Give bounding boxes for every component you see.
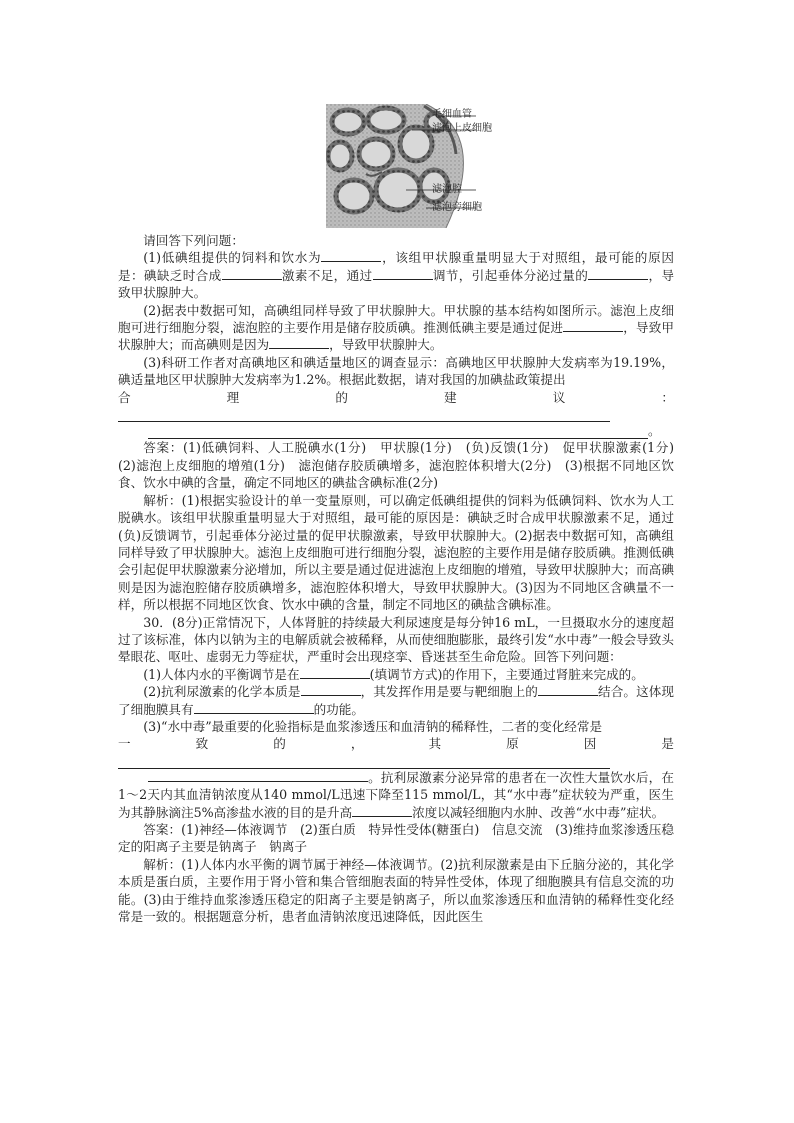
text-segment: 调节，引起垂体分泌过量的 [432, 267, 589, 283]
answer-blank [373, 267, 433, 280]
answer-blank [148, 769, 368, 782]
answer-line [118, 406, 610, 422]
text-segment: 浓度以减轻细胞内水肿、改善“水中毒”症状。 [412, 804, 665, 820]
answer-line [148, 423, 648, 439]
label-parafollicular-cell: 滤泡旁细胞 [432, 202, 482, 213]
spread-char: 因 [583, 736, 597, 752]
q29-part1 [118, 249, 674, 301]
answer-blank [321, 249, 381, 262]
answer-blank [538, 683, 598, 696]
label-capillary: 毛细血管 [432, 109, 472, 120]
text-segment: 激素不足，通过 [281, 267, 373, 283]
q29-intro: 请回答下列问题： [143, 233, 244, 248]
text-segment: ，导致甲状腺肿大。 [118, 267, 675, 301]
text-segment: ，该组甲状腺重量明显大于对照组，最可能的原因是：碘缺乏时合成 [118, 250, 674, 283]
answer-line-row [118, 422, 674, 439]
spread-char: 建 [444, 389, 457, 405]
answer-blank [301, 683, 361, 696]
q30-part3-cont [118, 769, 674, 821]
text-segment: (1)低碘组提供的饲料和饮水为 [143, 250, 322, 266]
q30-part3-spread-line [118, 735, 674, 752]
q30-answer: 答案：(1)神经—体液调节 (2)蛋白质 特异性受体(糖蛋白) 信息交流 (3)维持血浆渗透压稳定的阳离子主要是钠离子 钠离子 [118, 822, 674, 855]
spread-char: 合 [118, 389, 131, 405]
answer-blank [352, 804, 412, 817]
q30-part1 [118, 666, 674, 683]
q29-answer: 答案：(1)低碘饲料、人工脱碘水(1分) 甲状腺(1分) (负)反馈(1分) 促甲状腺激素(1分) (2)滤泡上皮细胞的增殖(1分) 滤泡储存胶质碘增多，滤泡腔体积增大(2分) (3)根据不同地区饮食、饮水中碘的含量，确定不同地区的碘盐含碘标准(2分) [118, 440, 687, 491]
spread-char: 议 [552, 389, 566, 405]
text-segment: 的功能。 [313, 701, 364, 717]
q30-stem: 30．(8分)正常情况下，人体肾脏的持续最大利尿速度是每分钟16 mL，一旦摄取水分的速度超过了该标准，体内以钠为主的电解质就会被稀释，从而使细胞膨胀，最终引发“水中毒”一般会导致头晕眼花、呕吐、虚弱无力等症状，严重时会出现痉挛、昏迷甚至生命危险。回答下列问题： [118, 614, 674, 665]
spread-char: 的 [335, 389, 348, 405]
spread-char: 是 [661, 736, 674, 752]
text-segment: ，其发挥作用是要与靶细胞上的 [360, 684, 538, 700]
answer-blank [222, 267, 282, 280]
answer-blank [269, 336, 329, 349]
document-text [118, 232, 687, 925]
q30-part2 [118, 683, 674, 718]
thyroid-structure-figure [326, 104, 506, 228]
text-segment: (2)据表中数据可知，高碘组同样导致了甲状腺肿大。甲状腺的基本结构如图所示。滤泡上皮细胞可进行细胞分裂，滤泡腔的主要作用是储存胶质碘。推测低碘主要是通过促进 [118, 302, 674, 336]
answer-line [118, 753, 610, 769]
spread-char: 其 [428, 736, 442, 752]
text-segment: (2)抗利尿激素的化学本质是 [143, 684, 301, 700]
q29-part3 [118, 354, 674, 389]
text-segment: ，导致甲状腺肿大；而高碘则是因为 [118, 320, 675, 353]
spread-char: 致 [195, 736, 209, 752]
q29-part2 [118, 302, 674, 354]
text-segment: 。 [648, 423, 661, 439]
spread-char: 理 [226, 389, 240, 405]
spread-char: ， [350, 736, 364, 752]
text-segment: 。抗利尿激素分泌异常的患者在一次性大量饮水后，在1～2天内其血清钠浓度从140 mmol/L迅速下降至115 mmol/L，其“水中毒”症状较为严重，医生为其静脉滴注5%高渗盐水液的目的是升高 [118, 769, 674, 820]
q30-analysis: 解析：(1)人体内水平衡的调节属于神经—体液调节。(2)抗利尿激素是由下丘脑分泌的，其化学本质是蛋白质，主要作用于肾小管和集合管细胞表面的特异性受体，体现了细胞膜具有信息交流的功能。(3)由于维持血浆渗透压稳定的阳离子主要是钠离子，所以血浆渗透压和血清钠的稀释性变化经常是一致的。根据题意分析，患者血清钠浓度迅速降低，因此医生 [118, 856, 674, 925]
answer-blank [588, 267, 648, 280]
spread-char: 原 [506, 736, 519, 752]
text-segment: (3)科研工作者对高碘地区和碘适量地区的调查显示：高碘地区甲状腺肿大发病率为19.19%，碘适量地区甲状腺肿大发病率为1.2%。根据此数据，请对我国的加碘盐政策提出 [118, 354, 674, 388]
spread-char: 的 [273, 736, 286, 752]
q30-part3 [118, 718, 674, 735]
answer-blank [194, 701, 314, 714]
label-follicle-lumen: 滤泡腔 [432, 184, 462, 195]
text-segment: 结合。这体现了细胞膜具有 [118, 684, 675, 717]
text-segment: (1)人体内水的平衡调节是在 [143, 666, 300, 682]
answer-blank [563, 319, 623, 332]
text-segment: ，导致甲状腺肿大。 [329, 337, 443, 353]
q29-part3-spread-line [118, 389, 674, 406]
spread-char: 一 [118, 736, 131, 752]
q29-analysis: 解析：(1)根据实验设计的单一变量原则，可以确定低碘组提供的饲料为低碘饲料、饮水为人工脱碘水。该组甲状腺重量明显大于对照组，最可能的原因是：碘缺乏时合成甲状腺激素不足，通过(负)反馈调节，引起垂体分泌过量的促甲状腺激素，导致甲状腺肿大。(2)据表中数据可知，高碘组同样导致了甲状腺肿大。滤泡上皮细胞可进行细胞分裂，滤泡腔的主要作用是储存胶质碘。推测低碘会引起促甲状腺激素分泌增加，所以主要是通过促进滤泡上皮细胞的增殖，导致甲状腺肿大；而高碘则是因为滤泡腔储存胶质碘增多，滤泡腔体积增大，导致甲状腺肿大。(3)因为不同地区含碘量不一样，所以根据不同地区饮食、饮水中碘的含量，制定不同地区的碘盐含碘标准。 [118, 492, 674, 613]
text-segment: (填调节方式)的作用下，主要通过肾脏来完成的。 [369, 666, 644, 682]
text-segment: (3)“水中毒”最重要的化验指标是血浆渗透压和血清钠的稀释性，二者的变化经常是 [143, 718, 603, 734]
answer-blank [300, 666, 370, 679]
label-follicular-epithelial-cell: 滤泡上皮细胞 [432, 123, 492, 134]
spread-char: ： [661, 389, 674, 405]
